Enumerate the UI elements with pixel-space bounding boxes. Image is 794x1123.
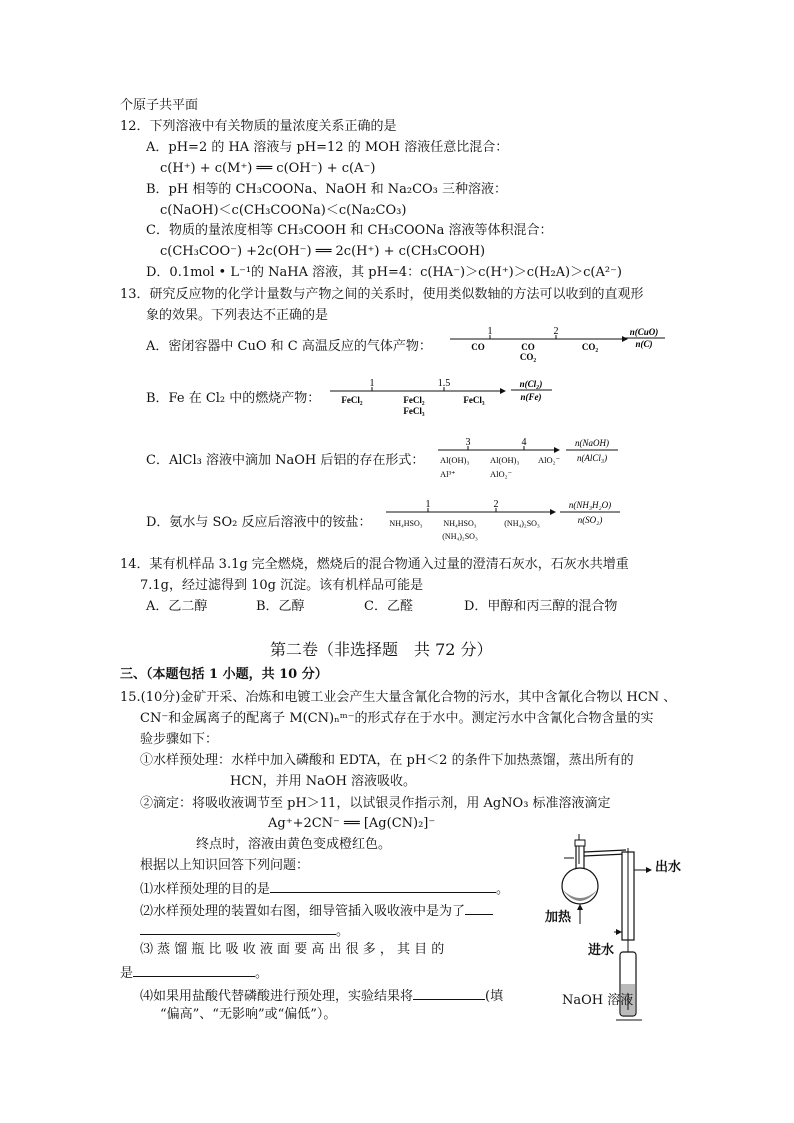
q15-part2-answer-blank-a[interactable] bbox=[465, 900, 493, 915]
q15-part1-text: ⑴水样预处理的目的是 bbox=[140, 882, 271, 897]
axis-c-species-1b: Al³⁺ bbox=[440, 469, 456, 479]
q14-option-a: A．乙二醇 bbox=[146, 599, 208, 614]
q13-axis-c bbox=[436, 434, 636, 484]
axis-d-species-1: NH₄HSO₃ bbox=[389, 519, 423, 528]
q15-part3: ⑶ 蒸 馏 瓶 比 吸 收 液 面 要 高 出 很 多 ， 其 目 的 bbox=[140, 942, 445, 957]
q15-part2 bbox=[140, 900, 493, 921]
axis-c-ratio-den: n(AlCl₃) bbox=[576, 453, 608, 463]
q15-part4-text: ⑷如果用盐酸代替磷酸进行预处理，实验结果将 bbox=[140, 989, 414, 1004]
q15-part2-answer-blank-b[interactable] bbox=[140, 920, 336, 935]
q14-option-d: D．甲醇和丙三醇的混合物 bbox=[464, 599, 618, 614]
q15-line2: CN⁻和金属离子的配离子 M(CN)ₙᵐ⁻的形式存在于水中。测定污水中含氰化合物含量的实 bbox=[140, 711, 654, 726]
q15-part1-answer-blank[interactable] bbox=[270, 878, 496, 893]
q15-part2-cont bbox=[140, 920, 349, 941]
q15-step1-a: ①水样预处理：水样中加入磷酸和 EDTA，在 pH＜2 的条件下加热蒸馏，蒸出所有的 bbox=[140, 753, 634, 768]
q15-part3-text: 是 bbox=[120, 966, 134, 981]
axis-c-species-2b: AlO₂⁻ bbox=[490, 469, 513, 479]
q13-axis-a bbox=[448, 323, 678, 365]
q12-option-a: A．pH=2 的 HA 溶液与 pH=12 的 MOH 溶液任意比混合： bbox=[146, 140, 509, 155]
q15-part2-end: 。 bbox=[336, 924, 350, 939]
q15-line1: 15.(10分)金矿开采、冶炼和电镀工业会产生大量含氰化合物的污水，其中含氰化合物以 HCN 、 bbox=[120, 690, 677, 705]
q15-step1-b: HCN，并用 NaOH 溶液吸收。 bbox=[230, 774, 417, 789]
axis-a-species-2: CO bbox=[521, 342, 535, 352]
axis-a-species-2b: CO₂ bbox=[519, 352, 537, 362]
axis-b-species-2: FeCl₂ bbox=[403, 395, 425, 405]
q13-stem-line1: 13．研究反应物的化学计量数与产物之间的关系时，使用类似数轴的方法可以收到的直观形 bbox=[120, 287, 644, 302]
part2-title: 第二卷（非选择题 共 72 分） bbox=[270, 640, 493, 659]
axis-d-ratio-den: n(SO₂) bbox=[577, 515, 603, 525]
q12-option-a-equation: c(H⁺) + c(M⁺) ══ c(OH⁻) + c(A⁻) bbox=[160, 161, 376, 176]
axis-c-tick-2: 4 bbox=[521, 437, 527, 448]
axis-a-ratio-den: n(C) bbox=[635, 339, 653, 349]
q14-option-c: C．乙醛 bbox=[364, 599, 413, 614]
q13-option-b: B．Fe 在 Cl₂ 中的燃烧产物： bbox=[146, 391, 321, 406]
axis-a-species-1: CO bbox=[471, 342, 485, 352]
axis-d-species-2: NH₄HSO₃ bbox=[443, 519, 477, 528]
section3-heading: 三、（本题包括 1 小题，共 10 分） bbox=[120, 667, 328, 682]
axis-c-ratio-num: n(NaOH) bbox=[575, 438, 609, 448]
axis-d-tick-1: 1 bbox=[425, 499, 431, 510]
q15-step2-equation: Ag⁺+2CN⁻ ══ [Ag(CN)₂]⁻ bbox=[268, 816, 436, 831]
q13-option-a: A．密闭容器中 CuO 和 C 高温反应的气体产物： bbox=[146, 339, 432, 354]
q15-step2-a: ②滴定：将吸收液调节至 pH＞11，以试银灵作指示剂，用 AgNO₃ 标准溶液滴定 bbox=[140, 796, 611, 811]
label-heat: 加热 bbox=[545, 910, 572, 925]
axis-b-species-1: FeCl₂ bbox=[341, 395, 363, 405]
axis-b-species-2b: FeCl₃ bbox=[403, 406, 425, 416]
axis-d-tick-2: 2 bbox=[493, 499, 499, 510]
q15-part2-text: ⑵水样预处理的装置如右图，细导管插入吸收液中是为了 bbox=[140, 904, 466, 919]
q12-option-c: C．物质的量浓度相等 CH₃COOH 和 CH₃COONa 溶液等体积混合： bbox=[146, 223, 553, 238]
q15-part4-end: (填 bbox=[485, 989, 504, 1004]
q15-part4-answer-blank[interactable] bbox=[413, 985, 485, 1000]
q13-axis-d bbox=[384, 496, 634, 546]
q13-option-d: D．氨水与 SO₂ 反应后溶液中的铵盐： bbox=[146, 515, 372, 530]
q13-option-c: C．AlCl₃ 溶液中滴加 NaOH 后铝的存在形式： bbox=[146, 453, 425, 468]
q13-stem-line2: 象的效果。下列表达不正确的是 bbox=[146, 308, 329, 323]
q15-line3: 验步骤如下： bbox=[140, 732, 219, 747]
q14-stem-line1: 14．某有机样品 3.1g 完全燃烧，燃烧后的混合物通入过量的澄清石灰水，石灰水共增重 bbox=[120, 557, 629, 572]
top-line: 个原子共平面 bbox=[120, 98, 199, 113]
label-in-water: 进水 bbox=[588, 943, 615, 958]
axis-c-species-3: AlO₂⁻ bbox=[538, 455, 561, 465]
q12-stem: 12．下列溶液中有关物质的量浓度关系正确的是 bbox=[120, 119, 397, 134]
axis-c-species-2: Al(OH)₃ bbox=[490, 455, 520, 465]
q13-axis-b bbox=[328, 374, 568, 420]
q12-option-b-equation: c(NaOH)＜c(CH₃COONa)＜c(Na₂CO₃) bbox=[160, 203, 407, 218]
axis-b-tick-2: 1.5 bbox=[437, 378, 451, 389]
q15-part4 bbox=[140, 985, 503, 1006]
q12-option-d: D．0.1mol • L⁻¹的 NaHA 溶液，其 pH=4：c(HA⁻)＞c(H⁺)＞c(H₂A)＞c(A²⁻) bbox=[146, 265, 622, 280]
q15-part1-end: 。 bbox=[496, 882, 510, 897]
axis-b-tick-1: 1 bbox=[369, 378, 375, 389]
q14-option-b: B．乙醇 bbox=[256, 599, 305, 614]
axis-b-ratio-den: n(Fe) bbox=[520, 392, 542, 402]
q15-part3-cont bbox=[120, 962, 268, 983]
axis-c-species-1: Al(OH)₃ bbox=[440, 455, 470, 465]
label-naoh-solution: NaOH 溶液 bbox=[562, 993, 634, 1008]
q15-part1 bbox=[140, 878, 509, 899]
q15-part3-answer-blank[interactable] bbox=[133, 962, 255, 977]
axis-a-ratio-num: n(CuO) bbox=[629, 327, 659, 337]
axis-d-species-2b: (NH₄)₂SO₃ bbox=[442, 532, 478, 541]
axis-c-tick-1: 3 bbox=[465, 437, 471, 448]
axis-a-tick-2: 2 bbox=[553, 326, 559, 337]
axis-b-ratio-num: n(Cl₂) bbox=[519, 379, 543, 389]
q14-stem-line2: 7.1g，经过滤得到 10g 沉淀。该有机样品可能是 bbox=[140, 578, 424, 593]
q15-part3-end: 。 bbox=[255, 966, 269, 981]
label-out-water: 出水 bbox=[655, 860, 682, 875]
axis-d-ratio-num: n(NH₃H₂O) bbox=[568, 500, 612, 510]
axis-b-species-3: FeCl₃ bbox=[463, 395, 485, 405]
q15-ask: 根据以上知识回答下列问题： bbox=[140, 858, 310, 873]
q15-part4-options: “偏高”、“无影响”或“偏低”）。 bbox=[160, 1007, 337, 1022]
axis-a-species-3: CO₂ bbox=[581, 342, 599, 352]
q12-option-b: B．pH 相等的 CH₃COONa、NaOH 和 Na₂CO₃ 三种溶液： bbox=[146, 182, 508, 197]
q15-step2-b: 终点时，溶液由黄色变成橙红色。 bbox=[196, 837, 392, 852]
axis-a-tick-1: 1 bbox=[487, 326, 493, 337]
axis-d-species-3: (NH₄)₂SO₃ bbox=[504, 519, 540, 528]
q12-option-c-equation: c(CH₃COO⁻) +2c(OH⁻) ══ 2c(H⁺) + c(CH₃COOH) bbox=[160, 244, 486, 259]
